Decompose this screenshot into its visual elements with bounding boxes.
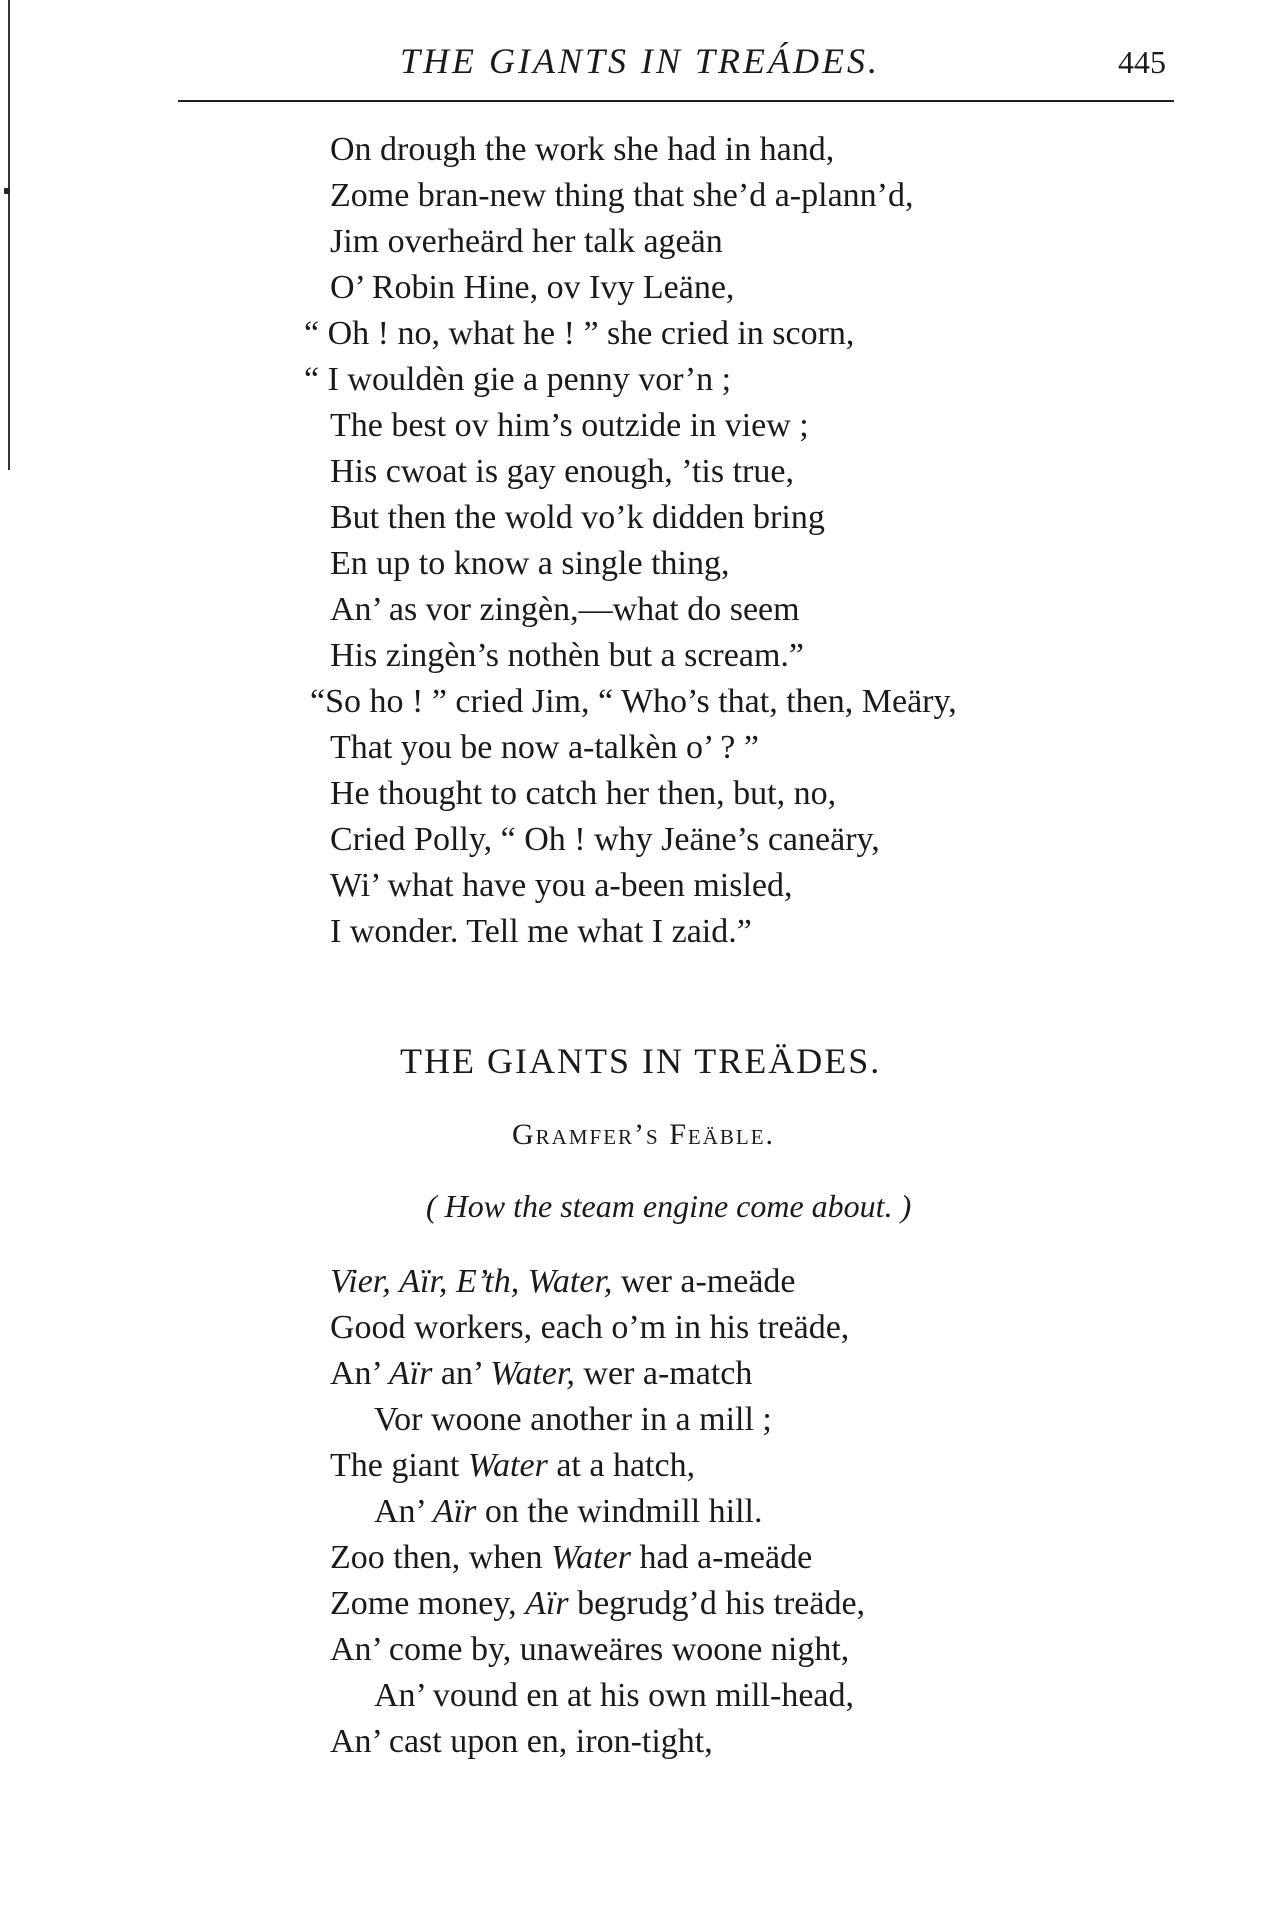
verse-line (374, 1492, 762, 1532)
verse-line: Jim overheärd her talk ageän (330, 223, 723, 260)
verse-line: An’ as vor zingèn,—what do seem (330, 591, 800, 628)
verse-line: He thought to catch her then, but, no, (330, 775, 837, 812)
header-rule (178, 100, 1174, 102)
verse-line: On drough the work she had in hand, (330, 131, 835, 168)
verse-line: O’ Robin Hine, ov Ivy Leäne, (330, 269, 735, 306)
verse-text: wer a-meäde (612, 1263, 796, 1300)
section-subtitle: Gramfer’s Feäble. (512, 1118, 776, 1151)
italic-word: E’th, (455, 1263, 520, 1300)
italic-word: Water (550, 1539, 631, 1576)
verse-line: An’ come by, unaweäres woone night, (330, 1631, 850, 1668)
verse-line: That you be now a-talkèn o’ ? ” (330, 729, 759, 766)
verse-line (330, 1354, 752, 1394)
verse-text: at a hatch, (547, 1447, 696, 1484)
verse-line: His zingèn’s nothèn but a scream.” (330, 637, 804, 674)
verse-text: An’ (330, 1355, 389, 1392)
verse-text: Zoo then, when (330, 1539, 551, 1576)
italic-word: Vier, (330, 1263, 391, 1300)
verse-line: An’ vound en at his own mill-head, (374, 1677, 855, 1714)
running-title: THE GIANTS IN TREÁDES. (400, 41, 880, 81)
verse-text: an’ (432, 1355, 491, 1392)
verse-text: had a-meäde (630, 1539, 813, 1576)
verse-line: Good workers, each o’m in his treäde, (330, 1309, 850, 1346)
verse-line: But then the wold vo’k didden bring (330, 499, 825, 536)
italic-word: Aïr, (399, 1263, 448, 1300)
verse-line: En up to know a single thing, (330, 545, 730, 582)
verse-text: An’ (374, 1493, 433, 1530)
section-note: ( How the steam engine come about. ) (426, 1188, 912, 1224)
verse-line: “So ho ! ” cried Jim, “ Who’s that, then, Meäry, (310, 683, 957, 720)
verse-line: Vor woone another in a mill ; (374, 1401, 772, 1438)
page-header (0, 40, 1270, 90)
italic-word: Aïr (388, 1355, 433, 1392)
verse-text: Zome money, (330, 1585, 526, 1622)
verse-line: Zome bran-new thing that she’d a-plann’d, (330, 177, 914, 214)
verse-line (330, 1446, 695, 1486)
verse-line: I wonder. Tell me what I zaid.” (330, 913, 752, 950)
verse-line (330, 1584, 865, 1624)
verse-text: on the windmill hill. (476, 1493, 763, 1530)
verse-line: “ I wouldèn gie a penny vor’n ; (304, 361, 732, 398)
section-title: THE GIANTS IN TREÄDES. (400, 1041, 882, 1081)
verse-line: An’ cast upon en, iron-tight, (330, 1723, 713, 1760)
verse-line: Cried Polly, “ Oh ! why Jeäne’s caneäry, (330, 821, 880, 858)
margin-mark (4, 188, 10, 194)
verse-text: begrudg’d his treäde, (568, 1585, 866, 1622)
verse-text: wer a-match (574, 1355, 753, 1392)
verse-text: The giant (330, 1447, 468, 1484)
verse-line: His cwoat is gay enough, ’tis true, (330, 453, 794, 490)
italic-word: Water, (527, 1263, 613, 1300)
italic-word: Aïr (525, 1585, 569, 1622)
verse-line: The best ov him’s outzide in view ; (330, 407, 809, 444)
italic-word: Aïr (432, 1493, 477, 1530)
italic-word: Water, (490, 1355, 575, 1392)
verse-line (330, 1538, 812, 1578)
verse-line (330, 1262, 796, 1302)
italic-word: Water (467, 1447, 548, 1484)
verse-line: “ Oh ! no, what he ! ” she cried in scorn, (304, 315, 855, 352)
verse-line: Wi’ what have you a-been misled, (330, 867, 793, 904)
page-number: 445 (1118, 44, 1166, 80)
